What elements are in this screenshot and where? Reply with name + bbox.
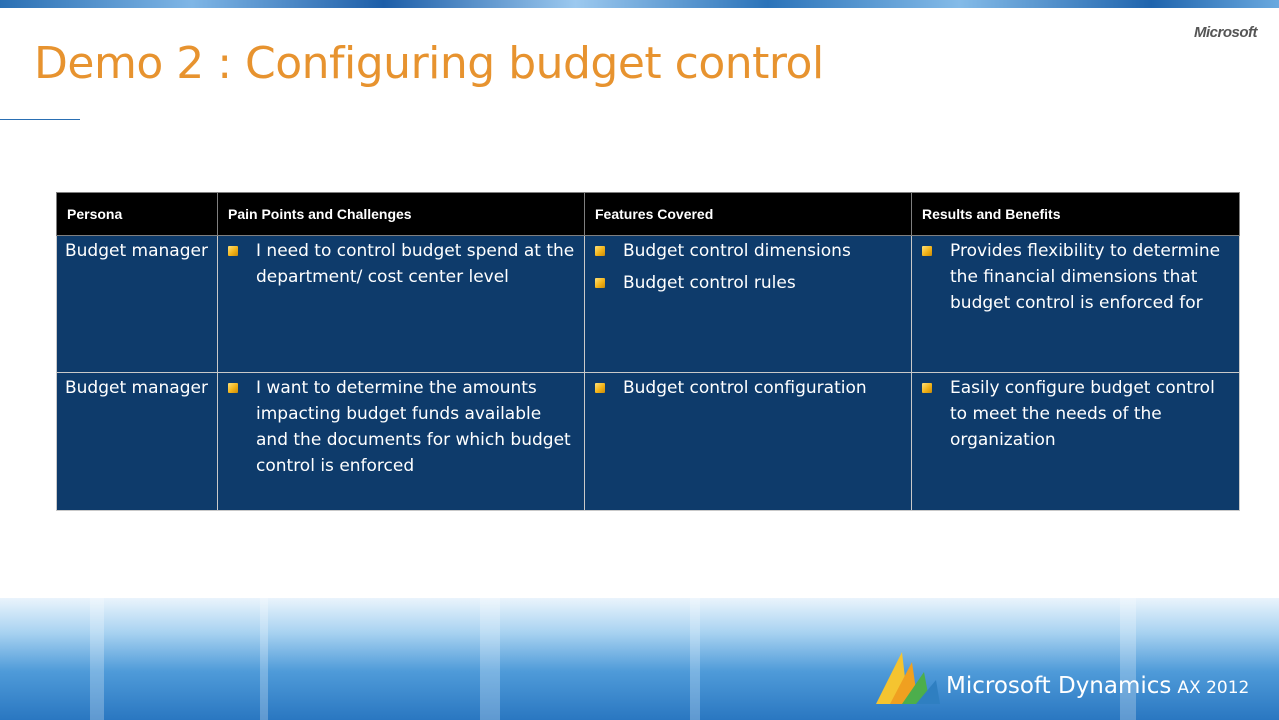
- persona-cell: Budget manager: [57, 373, 218, 511]
- bullet-icon: [922, 383, 932, 393]
- results-cell: [912, 373, 1240, 511]
- table-row: [57, 236, 1240, 373]
- decorative-streak: [480, 598, 500, 720]
- product-version: AX 2012: [1177, 678, 1250, 698]
- decorative-streak: [260, 598, 268, 720]
- result-text: Easily configure budget control to meet the needs of the organization: [950, 378, 1215, 450]
- feature-text: Budget control configuration: [623, 378, 867, 398]
- bullet-icon: [595, 383, 605, 393]
- feature-text: Budget control dimensions: [623, 241, 851, 261]
- results-cell: [912, 236, 1240, 373]
- footer-band: [0, 598, 1279, 720]
- product-logo-text: [946, 673, 1249, 699]
- list-item: [226, 238, 576, 290]
- list-item: [920, 375, 1231, 453]
- features-cell: [585, 236, 912, 373]
- bullet-icon: [595, 278, 605, 288]
- persona-cell: Budget manager: [57, 236, 218, 373]
- decorative-streak: [1120, 598, 1136, 720]
- top-decorative-stripe: [0, 0, 1279, 8]
- feature-text: Budget control rules: [623, 273, 796, 293]
- dynamics-logo-icon: [872, 648, 942, 706]
- slide-title: Demo 2 : Configuring budget control: [34, 38, 824, 89]
- table-row: [57, 373, 1240, 511]
- title-divider: [0, 119, 80, 120]
- column-header-pain-points: Pain Points and Challenges: [218, 193, 585, 236]
- result-text: Provides flexibility to determine the financial dimensions that budget control is enforced for: [950, 241, 1221, 313]
- decorative-streak: [690, 598, 700, 720]
- bullet-icon: [228, 383, 238, 393]
- table-header-row: [57, 193, 1240, 236]
- column-header-results: Results and Benefits: [912, 193, 1240, 236]
- list-item: [593, 375, 903, 401]
- column-header-features: Features Covered: [585, 193, 912, 236]
- pain-point-text: I want to determine the amounts impacting budget funds available and the documents for which budget control is enforced: [256, 378, 571, 476]
- pain-points-cell: [218, 236, 585, 373]
- bullet-icon: [595, 246, 605, 256]
- bullet-icon: [922, 246, 932, 256]
- pain-point-text: I need to control budget spend at the department/ cost center level: [256, 241, 575, 287]
- microsoft-logo: Microsoft: [1194, 24, 1257, 41]
- features-cell: [585, 373, 912, 511]
- bullet-icon: [228, 246, 238, 256]
- list-item: [920, 238, 1231, 316]
- column-header-persona: Persona: [57, 193, 218, 236]
- list-item: [593, 270, 903, 296]
- persona-table: [56, 192, 1240, 511]
- list-item: [226, 375, 576, 479]
- decorative-streak: [90, 598, 104, 720]
- product-name: Microsoft Dynamics: [946, 673, 1172, 699]
- pain-points-cell: [218, 373, 585, 511]
- list-item: [593, 238, 903, 264]
